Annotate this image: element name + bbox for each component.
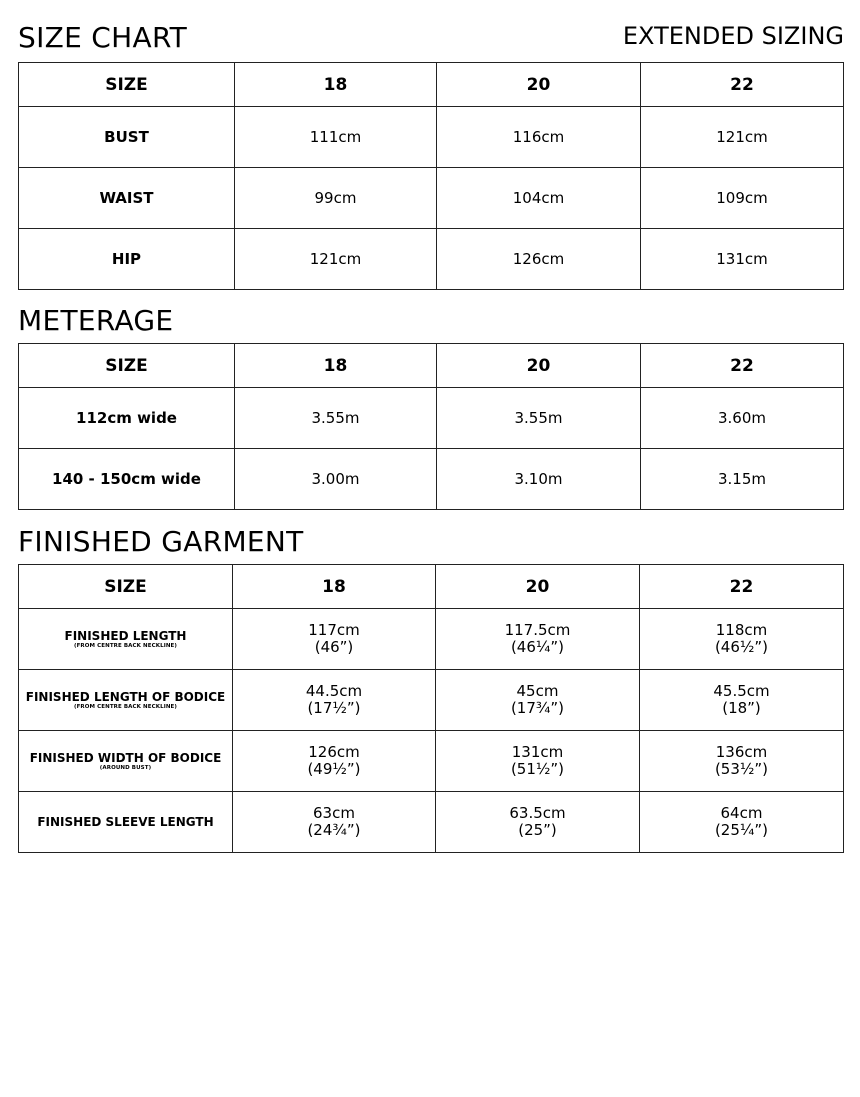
table-cell: 131cm: [641, 229, 844, 290]
table-cell: 3.55m: [437, 388, 641, 449]
column-header: 20: [437, 344, 641, 388]
table-header-row: [19, 344, 844, 388]
metric-value: 118cm: [715, 621, 768, 639]
row-label: [19, 609, 233, 670]
metric-value: 63cm: [313, 804, 355, 822]
table-cell: 3.55m: [235, 388, 437, 449]
row-label-text: FINISHED LENGTH OF BODICE: [25, 689, 226, 704]
table-cell: [233, 792, 436, 853]
row-label: BUST: [19, 107, 235, 168]
row-sublabel: (FROM CENTRE BACK NECKLINE): [73, 703, 178, 710]
imperial-value: (25”): [518, 821, 557, 839]
column-header: SIZE: [19, 565, 233, 609]
table-cell: 3.10m: [437, 449, 641, 510]
metric-value: 136cm: [715, 743, 768, 761]
table-cell: 99cm: [235, 168, 437, 229]
table-row: [19, 229, 844, 290]
imperial-value: (49½”): [307, 760, 361, 778]
imperial-value: (53½”): [714, 760, 769, 778]
imperial-value: (25¼”): [714, 821, 769, 839]
imperial-value: (46”): [314, 638, 354, 656]
metric-value: 44.5cm: [305, 682, 363, 700]
table-cell: [640, 731, 844, 792]
table-cell: 3.00m: [235, 449, 437, 510]
imperial-value: (51½”): [510, 760, 565, 778]
table-cell: 3.15m: [641, 449, 844, 510]
column-header: SIZE: [19, 344, 235, 388]
table-cell: [436, 670, 640, 731]
finished-garment-table: [18, 564, 844, 853]
metric-value: 63.5cm: [509, 804, 566, 822]
column-header: 18: [233, 565, 436, 609]
column-header: 20: [436, 565, 640, 609]
metric-value: 45cm: [516, 682, 559, 700]
metric-value: 131cm: [511, 743, 564, 761]
table-row: [19, 388, 844, 449]
finished-garment-heading: FINISHED GARMENT: [18, 525, 304, 558]
table-row: [19, 670, 844, 731]
row-sublabel: (AROUND BUST): [99, 764, 152, 771]
table-row: [19, 609, 844, 670]
row-label: [19, 731, 233, 792]
imperial-value: (46¼”): [510, 638, 565, 656]
imperial-value: (18”): [722, 699, 761, 717]
table-header-row: [19, 63, 844, 107]
table-cell: [640, 792, 844, 853]
column-header: 22: [640, 565, 844, 609]
row-label: HIP: [19, 229, 235, 290]
meterage-heading: METERAGE: [18, 304, 174, 337]
row-sublabel: (FROM CENTRE BACK NECKLINE): [73, 642, 178, 649]
table-row: [19, 168, 844, 229]
row-label: 140 - 150cm wide: [19, 449, 235, 510]
table-cell: [436, 792, 640, 853]
column-header: 18: [235, 63, 437, 107]
row-label: WAIST: [19, 168, 235, 229]
metric-value: 45.5cm: [713, 682, 770, 700]
page-title: SIZE CHART: [18, 21, 188, 54]
row-label-text: FINISHED SLEEVE LENGTH: [37, 815, 214, 829]
table-cell: 111cm: [235, 107, 437, 168]
table-cell: 121cm: [641, 107, 844, 168]
table-cell: [640, 670, 844, 731]
row-label: [19, 670, 233, 731]
extended-sizing-label: EXTENDED SIZING: [622, 22, 844, 50]
column-header: 20: [437, 63, 641, 107]
table-cell: 109cm: [641, 168, 844, 229]
column-header: SIZE: [19, 63, 235, 107]
imperial-value: (17½”): [307, 699, 361, 717]
imperial-value: (17¾”): [510, 699, 565, 717]
column-header: 18: [235, 344, 437, 388]
table-cell: 116cm: [437, 107, 641, 168]
table-cell: 104cm: [437, 168, 641, 229]
table-cell: 121cm: [235, 229, 437, 290]
table-header-row: [19, 565, 844, 609]
imperial-value: (24¾”): [307, 821, 361, 839]
metric-value: 117.5cm: [504, 621, 571, 639]
table-cell: [436, 609, 640, 670]
table-row: [19, 792, 844, 853]
table-cell: [233, 609, 436, 670]
table-cell: [640, 609, 844, 670]
row-label-text: FINISHED LENGTH: [64, 628, 187, 643]
table-cell: 3.60m: [641, 388, 844, 449]
imperial-value: (46½”): [714, 638, 769, 656]
column-header: 22: [641, 344, 844, 388]
table-cell: [436, 731, 640, 792]
metric-value: 117cm: [308, 621, 360, 639]
table-cell: 126cm: [437, 229, 641, 290]
meterage-table: [18, 343, 844, 510]
column-header: 22: [641, 63, 844, 107]
table-row: [19, 107, 844, 168]
table-row: [19, 731, 844, 792]
size-chart-table: [18, 62, 844, 290]
metric-value: 64cm: [720, 804, 763, 822]
table-cell: [233, 670, 436, 731]
metric-value: 126cm: [308, 743, 360, 761]
row-label: 112cm wide: [19, 388, 235, 449]
table-cell: [233, 731, 436, 792]
table-row: [19, 449, 844, 510]
row-label: [19, 792, 233, 853]
row-label-text: FINISHED WIDTH OF BODICE: [29, 750, 222, 765]
